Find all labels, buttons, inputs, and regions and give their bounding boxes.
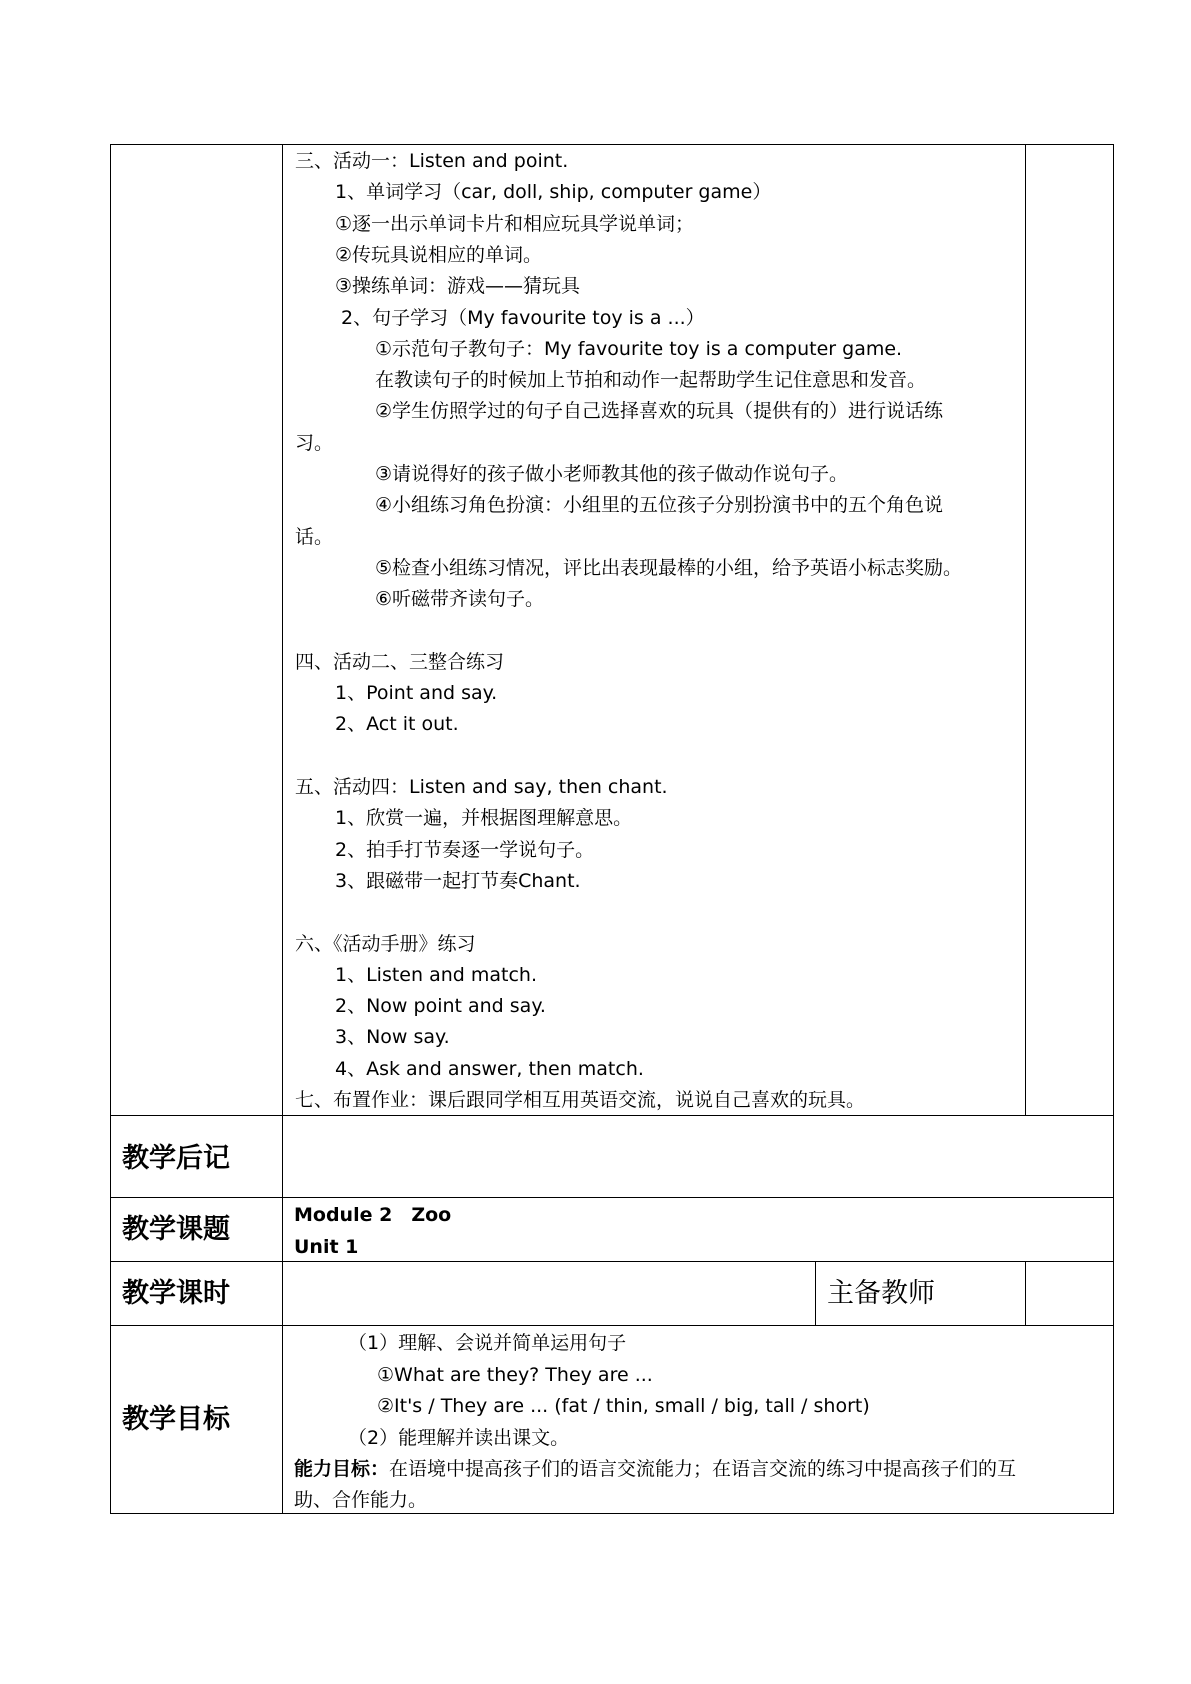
activity-line: 2、Now point and say. xyxy=(335,995,546,1018)
grid-right-col-divider-top xyxy=(1025,144,1026,1115)
grid-top xyxy=(110,144,1114,145)
postscript-label: 教学后记 xyxy=(122,1143,230,1174)
objectives-label: 教学目标 xyxy=(122,1404,230,1435)
activity-line: 五、活动四：Listen and say, then chant. xyxy=(295,776,668,798)
grid-label-divider xyxy=(282,144,283,1513)
activity-line: ②学生仿照学过的句子自己选择喜欢的玩具（提供有的）进行说话练 xyxy=(375,400,944,423)
grid-left xyxy=(110,144,111,1513)
grid-row-1 xyxy=(110,1115,1114,1116)
activity-line: ③请说得好的孩子做小老师教其他的孩子做动作说句子。 xyxy=(375,463,849,485)
grid-right xyxy=(1113,144,1114,1513)
objective-line-1: （1）理解、会说并简单运用句子 xyxy=(348,1332,627,1354)
ability-line-1 xyxy=(294,1458,1016,1480)
topic-label: 教学课题 xyxy=(122,1214,230,1245)
activity-line: 话。 xyxy=(295,525,334,548)
activity-line: ④小组练习角色扮演：小组里的五位孩子分别扮演书中的五个角色说 xyxy=(375,494,944,517)
activity-line: 1、单词学习（car, doll, ship, computer game） xyxy=(335,181,772,204)
activity-line: 习。 xyxy=(295,431,334,454)
activity-line: ③操练单词：游戏——猜玩具 xyxy=(335,275,581,298)
objective-line-3: ②It's / They are ... (fat / thin, small / big, tall / short) xyxy=(377,1395,870,1417)
objective-line-4: （2）能理解并读出课文。 xyxy=(348,1427,570,1449)
grid-row-2 xyxy=(110,1197,1114,1198)
ability-label: 能力目标： xyxy=(294,1458,390,1480)
activity-line: ①示范句子教句子：My favourite toy is a computer game. xyxy=(375,337,903,360)
activity-line: 六、《活动手册》练习 xyxy=(295,932,476,955)
grid-teacher-divider xyxy=(815,1261,816,1325)
activity-line: 4、Ask and answer, then match. xyxy=(335,1057,644,1080)
grid-row-3 xyxy=(110,1261,1114,1262)
period-label: 教学课时 xyxy=(122,1278,230,1309)
activity-line: 在教读句子的时候加上节拍和动作一起帮助学生记住意思和发音。 xyxy=(375,369,927,392)
teacher-label: 主备教师 xyxy=(827,1278,935,1309)
activity-line: 三、活动一：Listen and point. xyxy=(295,150,569,172)
objective-line-2: ①What are they? They are ... xyxy=(377,1364,653,1386)
activity-line: ②传玩具说相应的单词。 xyxy=(335,243,543,266)
activity-line: 1、Listen and match. xyxy=(335,963,537,986)
activity-line: 3、跟磁带一起打节奏Chant. xyxy=(335,869,581,892)
activity-line: 2、句子学习（My favourite toy is a ...） xyxy=(341,306,705,329)
activity-line: ⑤检查小组练习情况，评比出表现最棒的小组，给予英语小标志奖励。 xyxy=(375,556,963,579)
topic-line-1: Module 2 Zoo xyxy=(294,1204,452,1226)
grid-bottom xyxy=(110,1513,1114,1514)
activity-line: 四、活动二、三整合练习 xyxy=(295,650,505,673)
ability-line-2: 助、合作能力。 xyxy=(294,1489,428,1511)
topic-line-2: Unit 1 xyxy=(294,1236,359,1258)
activity-line: 1、Point and say. xyxy=(335,682,498,705)
activity-line: ①逐一出示单词卡片和相应玩具学说单词； xyxy=(335,212,695,235)
activity-line: 1、欣赏一遍，并根据图理解意思。 xyxy=(335,807,633,830)
ability-text-1: 在语境中提高孩子们的语言交流能力；在语言交流的练习中提高孩子们的互 xyxy=(389,1458,1017,1480)
activity-line: 2、拍手打节奏逐一学说句子。 xyxy=(335,838,595,861)
activity-line: ⑥听磁带齐读句子。 xyxy=(375,588,545,611)
grid-row-4 xyxy=(110,1325,1114,1326)
activity-line: 2、Act it out. xyxy=(335,713,459,736)
grid-right-col-divider-period xyxy=(1025,1261,1026,1325)
activity-line: 3、Now say. xyxy=(335,1026,450,1049)
activity-line: 七、布置作业：课后跟同学相互用英语交流，说说自己喜欢的玩具。 xyxy=(295,1089,866,1111)
